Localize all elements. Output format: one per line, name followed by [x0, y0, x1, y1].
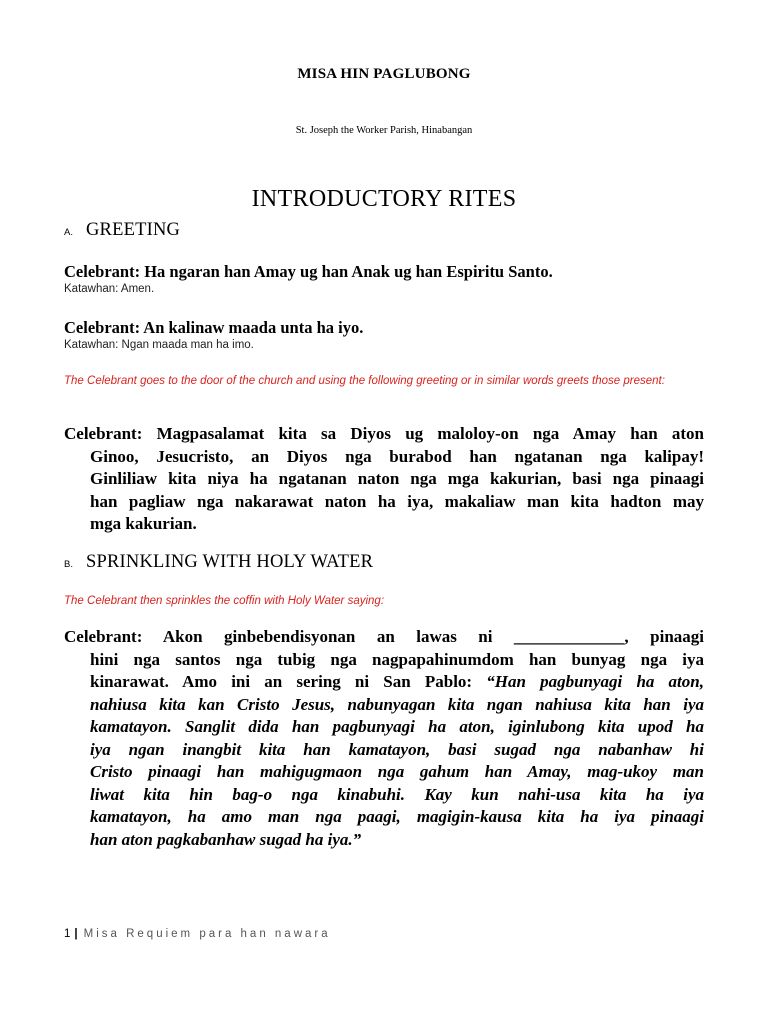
rubric-sprinkling: The Celebrant then sprinkles the coffin with Holy Water saying:: [64, 595, 385, 607]
quote-start: “Han pagbunyagi ha aton,: [486, 672, 704, 691]
quote-line: kamatayon. Sanglit dida han pagbunyagi ha aton, iginlubong kita upod ha: [90, 717, 704, 736]
quote-line: Cristo pinaagi han mahigugmaon nga gahum han Amay, mag-ukoy man: [90, 762, 704, 781]
sprinkling-heading: [64, 552, 373, 573]
paragraph-line: [64, 829, 704, 852]
quote-line: kamatayon, ha amo man nga paagi, magigin-kausa kita ha iya pinaagi: [90, 807, 704, 826]
paragraph-line: Celebrant: Magpasalamat kita sa Diyos ug maloloy-on nga Amay han aton: [64, 424, 704, 443]
document-title: MISA HIN PAGLUBONG: [297, 66, 471, 82]
paragraph-line: [64, 806, 704, 829]
celebrant-line-1: Celebrant: Ha ngaran han Amay ug han Anak ug han Espiritu Santo.: [64, 262, 553, 281]
people-response-1: Katawhan: Amen.: [64, 283, 155, 295]
page-footer: [64, 928, 331, 940]
paragraph-line: [64, 716, 704, 739]
people-response-2: Katawhan: Ngan maada man ha imo.: [64, 339, 254, 351]
paragraph-line: [64, 761, 704, 784]
paragraph-line: han pagliaw nga nakarawat naton ha iya, makaliaw man kita hadton may: [90, 491, 704, 511]
heading-letter: A.: [64, 227, 73, 238]
paragraph-line: [64, 784, 704, 807]
rubric-greeting: The Celebrant goes to the door of the church and using the following greeting or in similar words greets those present:: [64, 375, 665, 387]
footer-text: Misa Requiem para han nawara: [83, 928, 331, 940]
paragraph-line: [64, 739, 704, 762]
quote-line: iya ngan inangbit kita han kamatayon, basi sugad nga nabanhaw hi: [90, 739, 704, 759]
paragraph-line: Ginliliaw kita niya ha ngatanan naton nga mga kakurian, basi nga pinaagi: [90, 469, 704, 488]
quote-line: nahiusa kita kan Cristo Jesus, nabunyagan kita ngan nahiusa kita han iya: [90, 694, 704, 714]
paragraph-line: hini nga santos nga tubig nga nagpapahinumdom han bunyag nga iya: [90, 649, 704, 669]
paragraph-line: mga kakurian.: [90, 514, 197, 533]
celebrant-blessing-paragraph: [64, 626, 704, 851]
celebrant-greeting-paragraph: [64, 423, 704, 536]
heading-text: SPRINKLING WITH HOLY WATER: [86, 552, 374, 572]
footer-separator: |: [74, 928, 78, 940]
section-title: INTRODUCTORY RITES: [251, 186, 517, 212]
page-number: 1: [64, 928, 71, 940]
quote-line: han aton pagkabanhaw sugad ha iya.”: [90, 829, 362, 849]
paragraph-line: Celebrant: Akon ginbebendisyonan an lawas ni _____________, pinaagi: [64, 627, 704, 646]
quote-line: liwat kita hin bag-o nga kinabuhi. Kay kun nahi-usa kita ha iya: [90, 784, 704, 804]
quote-intro: kinarawat. Amo ini an sering ni San Pablo:: [90, 672, 487, 691]
paragraph-line: Ginoo, Jesucristo, an Diyos nga burabod han ngatanan nga kalipay!: [90, 446, 704, 466]
greeting-heading: [64, 220, 180, 241]
heading-letter: B.: [64, 559, 73, 570]
heading-text: GREETING: [86, 220, 181, 240]
celebrant-line-2: Celebrant: An kalinaw maada unta ha iyo.: [64, 318, 364, 337]
paragraph-line: [64, 694, 704, 717]
paragraph-line: [64, 671, 704, 694]
parish-subtitle: St. Joseph the Worker Parish, Hinabangan: [295, 125, 473, 136]
